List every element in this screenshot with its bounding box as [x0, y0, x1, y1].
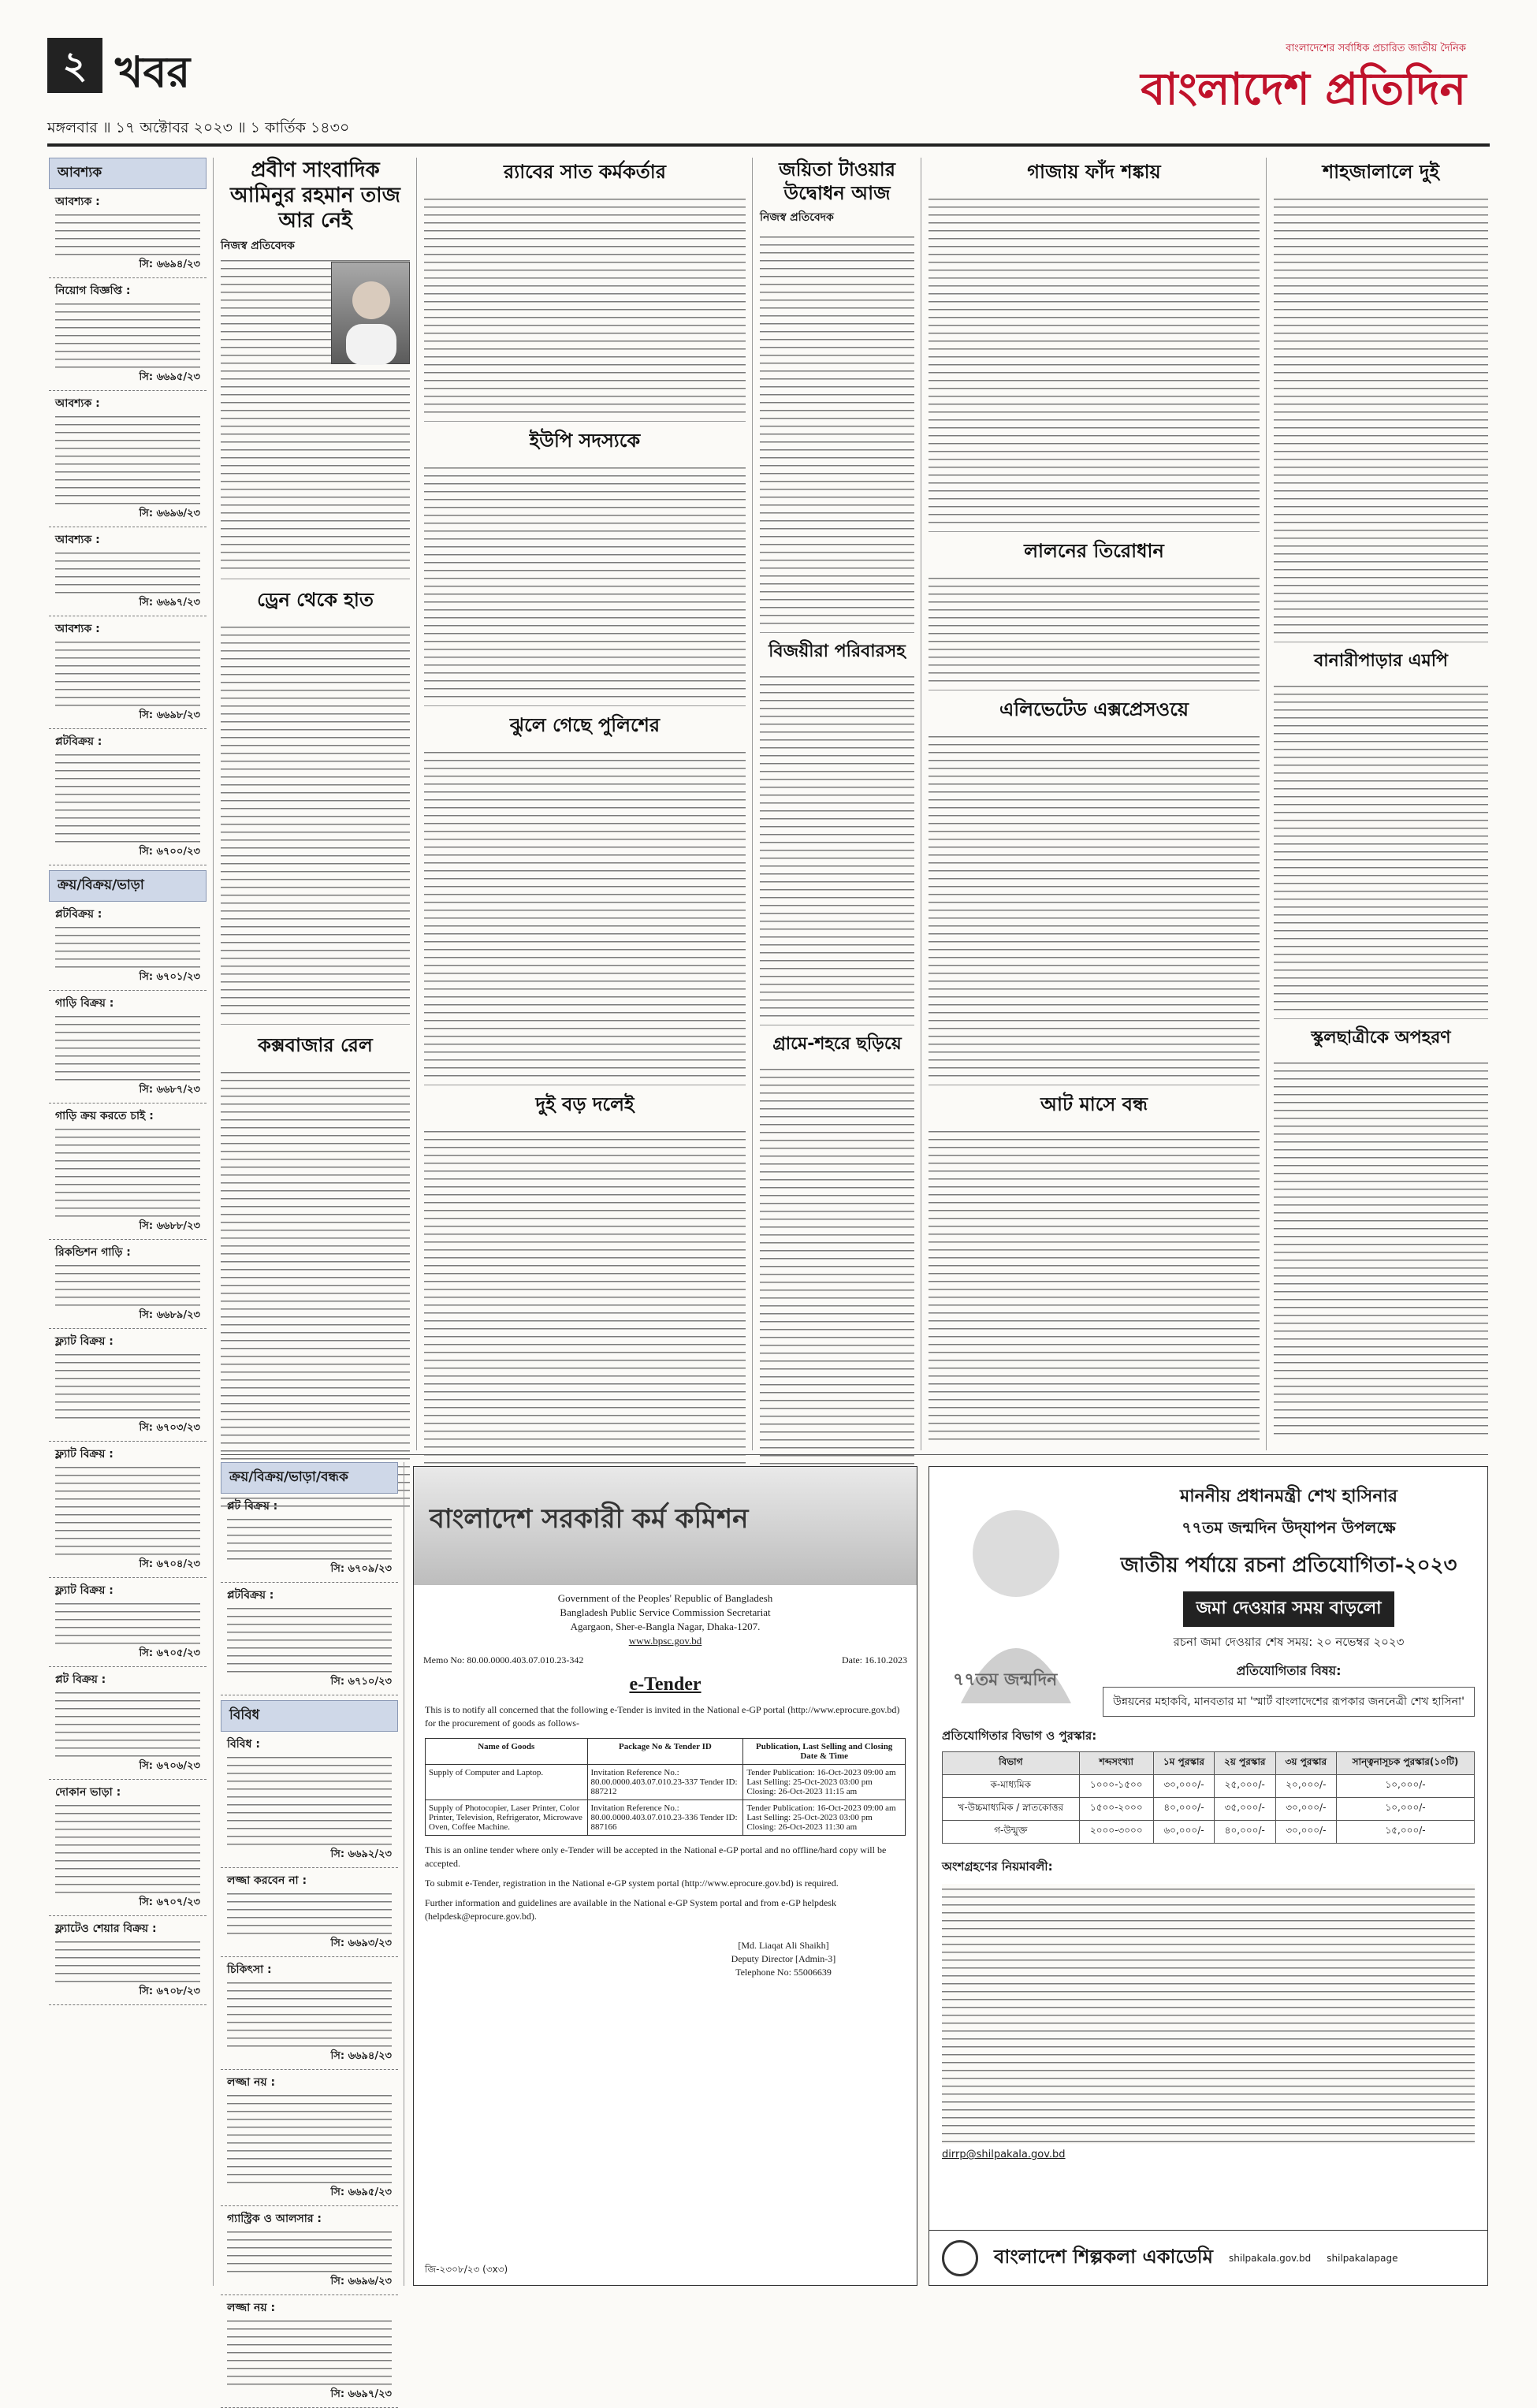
classified-ad [49, 1104, 207, 1240]
classified-ad-label: আবশ্যক : [55, 534, 100, 546]
section-rule [221, 1454, 1488, 1455]
story-headline: ঝুলে গেছে পুলিশের [424, 705, 746, 742]
story-byline: নিজস্ব প্রতিবেদক [221, 240, 295, 252]
page-number: ২ [47, 38, 102, 93]
classified-ad-text [227, 2090, 392, 2185]
classified-ad-code: সি: ৬৭০৩/২৩ [139, 1422, 200, 1434]
classified-ad-text [227, 1889, 392, 1936]
classified-ad-text [227, 1752, 392, 1847]
story-headline: বানারীপাড়ার এমপি [1274, 642, 1488, 676]
prize-table-header: বিভাগ [943, 1752, 1080, 1775]
academy-site[interactable]: shilpakala.gov.bd [1229, 2252, 1312, 2264]
classified-ad-label: নিয়োগ বিজ্ঞপ্তি : [55, 285, 131, 297]
classified-ad-label: আবশ্যক : [55, 623, 100, 635]
classified-ad-text [227, 1514, 392, 1561]
classified-ad-label: প্লট বিক্রয় : [55, 1673, 106, 1686]
tender-package: Invitation Reference No.: 80.00.0000.403.07.010.23-337 Tender ID: 887212 [587, 1765, 743, 1800]
classified-ad [221, 2206, 398, 2295]
story-text [929, 731, 1260, 1078]
classified-ad [49, 991, 207, 1104]
classified-ad [49, 1240, 207, 1329]
classified-ad-label: গাড়ি ক্রয় করতে চাই : [55, 1110, 154, 1122]
classified-ad-code: সি: ৬৭০১/২৩ [139, 971, 200, 983]
classified-ad-label: লজ্জা নয় : [227, 2076, 276, 2089]
tagline: বাংলাদেশের সর্বাধিক প্রচারিত জাতীয় দৈনিক [1286, 43, 1466, 54]
tender-memo: Memo No: 80.00.0000.403.07.010.23-342 [423, 1654, 584, 1666]
classified-ad-text [55, 1011, 200, 1082]
classified-category-buy-sell: ক্রয়/বিক্রয়/ভাড়া [49, 870, 207, 902]
tender-dates: Tender Publication: 16-Oct-2023 09:00 am Last Selling: 25-Oct-2023 03:00 pm Closing: 26-Oct-2023 11:30 am [743, 1800, 906, 1836]
classified-ad-code: সি: ৬৬৮৮/২৩ [139, 1220, 200, 1232]
prize-table-header: ২য় পুরস্কার [1215, 1752, 1276, 1775]
story-column-3 [424, 158, 746, 1450]
classified-ad [221, 1583, 398, 1695]
classified-ad-code: সি: ৬৬৯৬/২৩ [330, 2276, 392, 2287]
building-sign: বাংলাদেশ সরকারী কর্ম কমিশন [430, 1503, 749, 1535]
classified-ad-text [227, 2316, 392, 2387]
classified-ad-code: সি: ৬৬৯২/২৩ [330, 1848, 392, 1860]
classified-category-buy-sell-mortgage: ক্রয়/বিক্রয়/ভাড়া/বন্ধক [221, 1462, 398, 1494]
column-rule [1266, 158, 1267, 1450]
classified-ad-code: সি: ৬৬৯৫/২৩ [139, 371, 200, 383]
tender-dates: Tender Publication: 16-Oct-2023 09:00 am Last Selling: 25-Oct-2023 03:00 pm Closing: 26-Oct-2023 11:15 am [743, 1765, 906, 1800]
story-headline: এলিভেটেড এক্সপ্রেসওয়ে [929, 690, 1260, 727]
classified-ad-label: আবশ্যক : [55, 195, 100, 208]
classified-ad [49, 1667, 207, 1780]
classified-ad-label: আবশ্যক : [55, 397, 100, 410]
ad-code: জি-২৩০৮/২৩ (৩x৩) [425, 2264, 508, 2275]
classified-ad-code: সি: ৬৬৯৭/২৩ [139, 597, 200, 609]
story-headline: দুই বড় দলেই [424, 1085, 746, 1122]
story-text [760, 672, 914, 1018]
tender-package: Invitation Reference No.: 80.00.0000.403.07.010.23-336 Tender ID: 887166 [587, 1800, 743, 1836]
classified-ad-label: ফ্ল্যাট বিক্রয় : [55, 1448, 114, 1461]
story-block-right [929, 158, 1260, 1450]
prize-table-cell: ২৫,০০০/- [1215, 1775, 1276, 1798]
classified-ad-code: সি: ৬৭০৬/২৩ [139, 1760, 200, 1772]
masthead [47, 32, 1490, 150]
tender-table [425, 1738, 906, 1836]
prize-table-cell: ১৫০০-২০০০ [1079, 1798, 1153, 1821]
topic-text: উন্নয়নের মহাকবি, মানবতার মা 'স্মার্ট বাংলাদেশের রূপকার জননেত্রী শেখ হাসিনা' [1103, 1687, 1475, 1717]
story-column-far-right [1274, 158, 1488, 1450]
section-name: খবর [115, 47, 191, 97]
classified-ad-text [55, 1688, 200, 1759]
story-headline: র‌্যাবের সাত কর্মকর্তার [504, 161, 666, 183]
classified-ad-text [55, 1260, 200, 1308]
contact-email[interactable]: dirrp@shilpakala.gov.bd [942, 2149, 1066, 2161]
academy-facebook[interactable]: shilpakalapage [1327, 2252, 1398, 2264]
classified-ad-text [55, 1124, 200, 1219]
classified-ad [221, 1494, 398, 1583]
prize-table-cell: ৬০,০০০/- [1153, 1821, 1214, 1844]
tender-table-header: Package No & Tender ID [587, 1739, 743, 1765]
story-text [424, 1126, 746, 1473]
classifieds-column-1 [49, 158, 207, 2286]
classified-ad-text [55, 1462, 200, 1557]
classifieds-column-2 [221, 1462, 398, 2400]
classified-ad-code: সি: ৬৭০৮/২৩ [139, 1986, 200, 1997]
classified-ad-label: ফ্ল্যাটেও শেয়ার বিক্রয় : [55, 1922, 157, 1935]
story-headline: শাহজালালে দুই [1322, 161, 1440, 183]
prize-table-cell: ১০,০০০/- [1337, 1775, 1475, 1798]
prize-table-header: ১ম পুরস্কার [1153, 1752, 1214, 1775]
classified-ad-code: সি: ৬৬৮৯/২৩ [139, 1309, 200, 1321]
tender-phone: Telephone No: 55006639 [735, 1967, 832, 1978]
tender-signatory: [Md. Liaqat Ali Shaikh] [738, 1940, 829, 1951]
masthead-rule [47, 143, 1490, 147]
anniversary-seal: ৭৭তম জন্মদিন [953, 1670, 1058, 1690]
tender-title: e-Tender [629, 1674, 702, 1695]
classified-ad [221, 1868, 398, 1957]
story-text [929, 1126, 1260, 1442]
prize-table-cell: ৪০,০০০/- [1153, 1798, 1214, 1821]
classified-ad-code: সি: ৬৭১০/২৩ [330, 1676, 392, 1688]
story-byline: নিজস্ব প্রতিবেদক [760, 211, 834, 224]
classified-ad-code: সি: ৬৭০৯/২৩ [330, 1563, 392, 1575]
prize-table-header: ৩য় পুরস্কার [1275, 1752, 1337, 1775]
classified-ad-label: দোকান ভাড়া : [55, 1786, 121, 1799]
story-text [1274, 681, 1488, 1012]
prize-table-cell: ২০,০০০/- [1275, 1775, 1337, 1798]
classified-ad [49, 278, 207, 391]
table-row [943, 1821, 1475, 1844]
classified-ad-text [227, 1978, 392, 2049]
classified-ad-label: চিকিৎসা : [227, 1963, 272, 1976]
prize-table-cell: ৩৫,০০০/- [1215, 1798, 1276, 1821]
classified-ad-text [55, 1800, 200, 1895]
classified-category-misc: বিবিধ [221, 1700, 398, 1732]
classified-ad-label: রিকন্ডিশন গাড়ি : [55, 1246, 131, 1259]
prize-table-header: সান্ত্বনাসূচক পুরস্কার(১০টি) [1337, 1752, 1475, 1775]
prize-table-cell: ৪০,০০০/- [1215, 1821, 1276, 1844]
classified-ad-text [55, 548, 200, 595]
prize-table-cell: ১৫,০০০/- [1337, 1821, 1475, 1844]
topic-heading: প্রতিযোগিতার বিষয়: [1236, 1663, 1342, 1678]
deadline-banner: জমা দেওয়ার সময় বাড়লো [1183, 1591, 1394, 1627]
deadline-text: রচনা জমা দেওয়ার শেষ সময়: ২০ নভেম্বর ২০২৩ [1173, 1635, 1405, 1649]
classified-ad-code: সি: ৬৬৯৩/২৩ [330, 1937, 392, 1949]
classified-ad [49, 527, 207, 616]
academy-name: বাংলাদেশ শিল্পকলা একাডেমি [994, 2245, 1213, 2268]
prize-table [942, 1751, 1475, 1844]
ad-line: জাতীয় পর্যায়ে রচনা প্রতিযোগিতা-২০২৩ [1120, 1554, 1457, 1577]
classified-ad [49, 1578, 207, 1667]
story-text [760, 1064, 914, 1474]
classified-ad-text [55, 637, 200, 708]
story-headline: ইউপি সদস্যকে [424, 421, 746, 458]
classified-ad-text [55, 1599, 200, 1646]
prize-table-cell: ৩০,০০০/- [1275, 1821, 1337, 1844]
story-headline: গ্রামে-শহরে ছড়িয়ে [760, 1025, 914, 1059]
tender-table-header: Publication, Last Selling and Closing Date & Time [743, 1739, 906, 1765]
tender-intro: This is to notify all concerned that the following e-Tender is invited in the National e-GP portal (http://www.eprocure.gov.bd) for the procurement of goods as follows- [425, 1704, 900, 1729]
classified-ad-label: গ্যাস্ট্রিক ও আলসার : [227, 2213, 322, 2225]
classified-ad-label: প্লটবিক্রয় : [55, 908, 102, 921]
story-column-5 [760, 158, 914, 1450]
classified-ad-label: ফ্ল্যাট বিক্রয় : [55, 1335, 114, 1348]
classified-ad-code: সি: ৬৭০৫/২৩ [139, 1647, 200, 1659]
story-text [929, 573, 1260, 683]
classified-ad-text [227, 1603, 392, 1674]
classified-ad-label: লজ্জা করবেন না : [227, 1874, 307, 1887]
classified-ad [221, 1732, 398, 1868]
story-text [221, 1067, 410, 1509]
classified-ad [221, 2070, 398, 2206]
ad-line: ৭৭তম জন্মদিন উদ্‌যাপন উপলক্ষে [1182, 1518, 1396, 1537]
prize-table-cell: খ-উচ্চমাধ্যমিক / স্নাতকোত্তর [943, 1798, 1080, 1821]
prize-table-cell: ক-মাধ্যমিক [943, 1775, 1080, 1798]
rules-heading: অংশগ্রহণের নিয়মাবলী: [942, 1859, 1053, 1874]
prize-table-header: শব্দসংখ্যা [1079, 1752, 1153, 1775]
classified-ad [49, 189, 207, 278]
classified-ad [49, 391, 207, 527]
prize-table-cell: ৩০,০০০/- [1153, 1775, 1214, 1798]
classified-category-wanted: আবশ্যক [49, 158, 207, 189]
prize-table-cell: ১০,০০০/- [1337, 1798, 1475, 1821]
story-text [424, 194, 746, 415]
classified-ad-code: সি: ৬৭০৪/২৩ [139, 1558, 200, 1570]
prize-table-cell: ৩০,০০০/- [1275, 1798, 1337, 1821]
classified-ad-label: ফ্ল্যাট বিক্রয় : [55, 1584, 114, 1597]
classified-ad-label: লজ্জা নয় : [227, 2302, 276, 2314]
classified-ad-label: প্লটবিক্রয় : [227, 1589, 274, 1602]
classified-ad-code: সি: ৬৬৯৬/২৩ [139, 508, 200, 519]
classified-ad-label: গাড়ি বিক্রয় : [55, 997, 114, 1010]
story-text [424, 747, 746, 1078]
story-headline: জয়িতা টাওয়ার উদ্বোধন আজ [779, 158, 895, 204]
classified-ad [49, 1329, 207, 1442]
tender-note: Further information and guidelines are available in the National e-GP System portal and from e-GP helpdesk (helpdesk@eprocure.gov.bd). [425, 1897, 836, 1922]
portrait-illustration [937, 1483, 1095, 1703]
prize-table-cell: গ-উন্মুক্ত [943, 1821, 1080, 1844]
story-text [221, 622, 410, 1016]
e-tender-ad [413, 1466, 917, 2286]
story-headline: প্রবীণ সাংবাদিক আমিনুর রহমান তাজ আর নেই [230, 158, 400, 233]
story-headline: স্কুলছাত্রীকে অপহরণ [1274, 1018, 1488, 1053]
classified-ad-code: সি: ৬৬৯৫/২৩ [330, 2187, 392, 2198]
classified-ad-text [55, 750, 200, 844]
classified-ad [49, 1442, 207, 1578]
classified-ad [49, 902, 207, 991]
tender-goods: Supply of Photocopier, Laser Printer, Color Printer, Television, Refrigerator, Microwave Oven, Coffee Machine. [426, 1800, 588, 1836]
journalist-photo [331, 262, 410, 364]
story-headline: আট মাসে বন্ধ [929, 1085, 1260, 1122]
tender-date: Date: 16.10.2023 [842, 1654, 907, 1666]
classified-ad [49, 1916, 207, 2005]
classified-ad-text [55, 922, 200, 970]
table-row [943, 1775, 1475, 1798]
classified-ad [49, 616, 207, 729]
tender-note: This is an online tender where only e-Tender will be accepted in the National e-GP portal and no offline/hard copy will be accepted. [425, 1844, 887, 1869]
story-text [929, 194, 1260, 525]
classified-ad-code: সি: ৬৭০০/২৩ [139, 846, 200, 858]
story-headline: গাজায় ফাঁদ শঙ্কায় [1027, 161, 1161, 183]
rules-text [942, 1884, 1475, 2144]
classified-ad-text [55, 299, 200, 370]
classified-ad-code: সি: ৬৬৯৪/২৩ [330, 2050, 392, 2062]
tender-gov-line: Agargaon, Sher-e-Bangla Nagar, Dhaka-1207. [570, 1621, 761, 1632]
table-row [426, 1765, 906, 1800]
prize-heading: প্রতিযোগিতার বিভাগ ও পুরস্কার: [942, 1729, 1097, 1743]
shilpakala-ad [929, 1466, 1488, 2286]
tender-goods: Supply of Computer and Laptop. [426, 1765, 588, 1800]
classified-ad-label: প্লট বিক্রয় : [227, 1500, 278, 1513]
classified-ad-code: সি: ৬৭০৭/২৩ [139, 1896, 200, 1908]
tender-website[interactable]: www.bpsc.gov.bd [628, 1635, 702, 1647]
classified-ad-code: সি: ৬৬৯৮/২৩ [139, 709, 200, 721]
ad-line: মাননীয় প্রধানমন্ত্রী শেখ হাসিনার [1180, 1487, 1397, 1506]
paper-logo: বাংলাদেশ প্রতিদিন [1141, 64, 1466, 115]
tender-note: To submit e-Tender, registration in the National e-GP system portal (http://www.eprocure.gov.bd) is required. [425, 1878, 839, 1889]
classified-ad-text [55, 1349, 200, 1420]
story-text [760, 232, 914, 626]
story-headline: লালনের তিরোধান [929, 531, 1260, 568]
classified-ad [49, 729, 207, 865]
classified-ad-text [55, 411, 200, 506]
story-headline: বিজয়ীরা পরিবারসহ [760, 632, 914, 667]
classified-ad-text [55, 210, 200, 257]
tender-gov-line: Government of the Peoples' Republic of Bangladesh [557, 1592, 773, 1604]
story-column-2 [221, 158, 410, 1450]
classified-ad [221, 1957, 398, 2070]
classified-ad-code: সি: ৬৬৮৭/২৩ [139, 1084, 200, 1096]
story-text [1274, 194, 1488, 635]
tender-table-header: Name of Goods [426, 1739, 588, 1765]
classified-ad [49, 1780, 207, 1916]
story-text [424, 463, 746, 699]
classified-ad-label: বিবিধ : [227, 1738, 260, 1751]
prize-table-cell: ১০০০-১৫০০ [1079, 1775, 1153, 1798]
story-headline: ড্রেন থেকে হাত [221, 579, 410, 617]
column-rule [416, 158, 417, 1450]
classified-ad-label: প্লটবিক্রয় : [55, 735, 102, 748]
classified-ad-code: সি: ৬৬৯৪/২৩ [139, 259, 200, 270]
column-rule [752, 158, 753, 1450]
story-text [1274, 1058, 1488, 1436]
classified-ad-text [55, 1937, 200, 1984]
column-rule [213, 158, 214, 2286]
academy-logo-icon [942, 2240, 978, 2276]
table-row [943, 1798, 1475, 1821]
prize-table-cell: ২০০০-৩০০০ [1079, 1821, 1153, 1844]
classified-ad-code: সি: ৬৬৯৭/২৩ [330, 2388, 392, 2400]
story-headline: কক্সবাজার রেল [221, 1024, 410, 1063]
classified-ad [221, 2295, 398, 2408]
date-line: মঙ্গলবার ॥ ১৭ অক্টোবর ২০২৩ ॥ ১ কার্তিক ১৪৩০ [47, 119, 350, 136]
tender-signatory-title: Deputy Director [Admin-3] [731, 1953, 836, 1964]
building-photo [414, 1467, 917, 1585]
classified-ad-text [227, 2227, 392, 2274]
tender-gov-line: Bangladesh Public Service Commission Secretariat [560, 1606, 771, 1618]
table-row [426, 1800, 906, 1836]
